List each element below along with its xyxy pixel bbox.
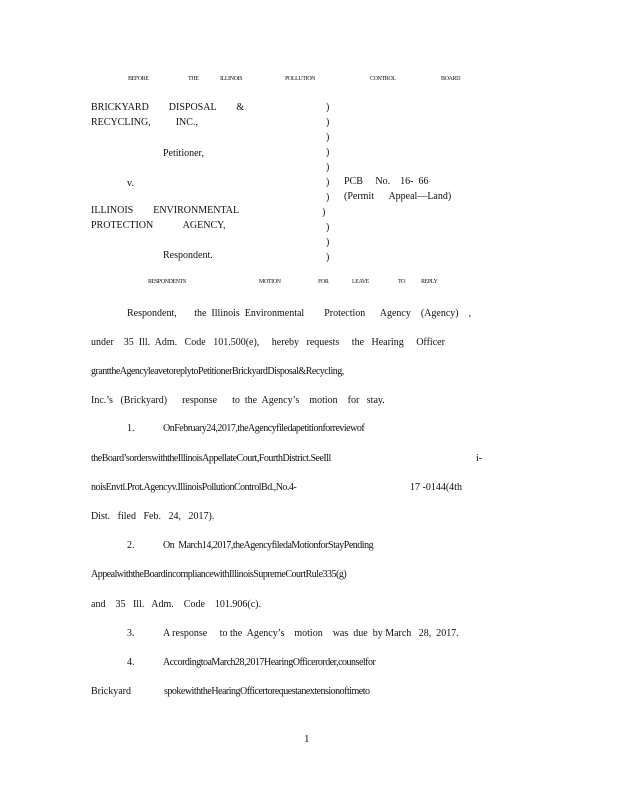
respondent-name-line2: PROTECTION AGENCY,: [91, 220, 226, 231]
paragraph-2-line: and 35 Ill. Adm. Code 101.906(c).: [91, 599, 261, 610]
petitioner-name-line1: BRICKYARD DISPOSAL &: [91, 102, 244, 113]
paragraph-4-line: AccordingtoaMarch28,2017HearingOfficerorder,counselfor: [163, 657, 376, 668]
paragraph-2-line: AppealwiththeBoardincompliancewithIllinoisSupremeCourtRule335(g): [91, 569, 347, 580]
paragraph-4-line: Brickyard: [91, 686, 131, 697]
paragraph-1-line: Dist. filed Feb. 24, 2017).: [91, 511, 215, 522]
paragraph-1-line: 17 -0144(4th: [410, 482, 462, 493]
motion-title-word: FOR: [318, 279, 329, 285]
intro-line: Respondent, the Illinois Environmental Protection Agency (Agency) ,: [127, 308, 472, 319]
caption-paren: ): [326, 222, 330, 233]
motion-title-word: LEAVE: [352, 279, 369, 285]
paragraph-1-line: theBoard’sorderswiththeIllinoisAppellateCourt,FourthDistrict.SeeIll: [91, 453, 331, 464]
caption-paren: ): [326, 102, 330, 113]
board-header-word: BOARD: [441, 76, 461, 82]
board-header-word: BEFORE: [128, 76, 149, 82]
paragraph-number: 3.: [127, 628, 135, 639]
respondent-role: Respondent.: [163, 250, 213, 261]
respondent-name-line1: ILLINOIS ENVIRONMENTAL: [91, 205, 240, 216]
motion-title-word: TO: [398, 279, 406, 285]
paragraph-1-line: OnFebruary24,2017,theAgencyfiledapetitionforreviewof: [163, 423, 365, 434]
petitioner-name-line2: RECYCLING, INC.,: [91, 117, 198, 128]
caption-paren: ): [326, 177, 330, 188]
board-header-word: ILLINOIS: [220, 76, 243, 82]
paragraph-number: 4.: [127, 657, 135, 668]
paragraph-number: 1.: [127, 423, 135, 434]
case-type: (Permit Appeal—Land): [344, 191, 452, 202]
intro-line: granttheAgencyleavetoreplytoPetitionerBrickyardDisposal&Recycling,: [91, 366, 344, 377]
caption-paren: ): [322, 207, 326, 218]
paragraph-4-line: spokewiththeHearingOfficertorequestanextensionoftimeto: [164, 686, 370, 697]
paragraph-1-line: i-: [476, 453, 483, 464]
case-number: PCB No. 16- 66: [344, 176, 429, 187]
caption-paren: ): [326, 117, 330, 128]
caption-paren: ): [326, 147, 330, 158]
intro-line: Inc.’s (Brickyard) response to the Agency’s motion for stay.: [91, 395, 385, 406]
caption-paren: ): [326, 252, 330, 263]
board-header-word: CONTROL: [370, 76, 396, 82]
caption-paren: ): [326, 162, 330, 173]
motion-title-word: REPLY: [421, 279, 438, 285]
board-header-word: THE: [188, 76, 199, 82]
board-header-word: POLLUTION: [285, 76, 316, 82]
intro-line: under 35 Ill. Adm. Code 101.500(e), hereby requests the Hearing Officer: [91, 337, 445, 348]
page-number: 1: [304, 733, 310, 745]
motion-title-word: MOTION: [259, 279, 281, 285]
caption-paren: ): [326, 237, 330, 248]
caption-paren: ): [326, 192, 330, 203]
motion-title-word: RESPONDENTS: [148, 279, 186, 285]
paragraph-number: 2.: [127, 540, 135, 551]
versus-label: v.: [127, 178, 134, 189]
caption-paren: ): [326, 132, 330, 143]
paragraph-3-line: A response to the Agency’s motion was due by March 28, 2017.: [163, 628, 459, 639]
paragraph-2-line: On March14,2017,theAgencyfiledaMotionforStayPending: [163, 540, 374, 551]
paragraph-1-line: noisEnvtl.Prot.Agencyv.IllinoisPollutionControlBd.,No.4-: [91, 482, 297, 493]
petitioner-role: Petitioner,: [163, 148, 204, 159]
